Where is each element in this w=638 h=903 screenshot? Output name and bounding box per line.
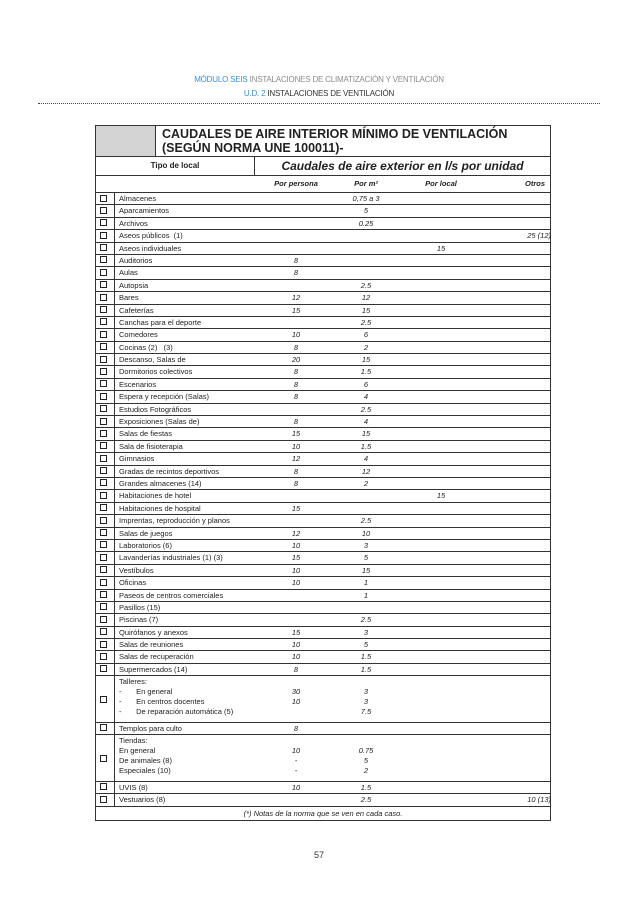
cell-name: Vestíbulos xyxy=(119,565,154,575)
col-otros: Otros xyxy=(524,179,545,188)
row-divider xyxy=(114,723,115,734)
unit-prefix: U.D. 2 xyxy=(243,89,266,98)
table-row xyxy=(96,255,550,267)
cell-m2: 0.25 xyxy=(358,218,374,228)
table-row xyxy=(96,280,550,292)
row-divider xyxy=(114,243,115,254)
row-divider xyxy=(114,218,115,229)
table-row xyxy=(96,354,550,366)
cell-m2: 0.75 5 2 xyxy=(358,746,374,775)
cell-name: Auditorios xyxy=(119,255,153,265)
table-row xyxy=(96,782,550,794)
checkbox-icon[interactable] xyxy=(100,579,107,586)
cell-m2: 2.5 xyxy=(360,615,372,625)
checkbox-icon[interactable] xyxy=(100,418,107,425)
cell-m2: 4 xyxy=(363,392,369,402)
row-divider xyxy=(114,379,115,390)
cell-name: Aseos públicos (1) xyxy=(119,231,183,241)
cell-m2: 2.5 xyxy=(360,404,372,414)
checkbox-icon[interactable] xyxy=(100,331,107,338)
cell-m2: 3 3 7.5 xyxy=(360,687,372,716)
module-header xyxy=(0,75,638,84)
cell-persona: 15 xyxy=(291,429,301,439)
row-divider xyxy=(114,735,115,781)
row-divider xyxy=(114,230,115,241)
unit-title: INSTALACIONES DE VENTILACIÓN xyxy=(267,89,395,98)
cell-name: Imprentas, reproducción y planos xyxy=(119,516,230,526)
col-por-persona: Por persona xyxy=(274,179,318,188)
table-row xyxy=(96,342,550,354)
cell-persona: 8 xyxy=(293,255,299,265)
cell-name: Salas de reuniones xyxy=(119,640,184,650)
cell-persona: 8 xyxy=(293,342,299,352)
checkbox-icon[interactable] xyxy=(100,641,107,648)
cell-persona: 12 xyxy=(291,454,301,464)
table-row xyxy=(96,379,550,391)
module-prefix: MÓDULO SEIS xyxy=(194,75,248,84)
cell-name: Piscinas (7) xyxy=(119,615,159,625)
cell-persona: 30 10 xyxy=(291,687,301,706)
table-row xyxy=(96,735,550,782)
cell-m2: 1.5 xyxy=(360,441,372,451)
checkbox-icon[interactable] xyxy=(100,591,107,598)
table-note: (*) Notas de la norma que se ven en cada caso. xyxy=(243,808,403,818)
cell-m2: 2.5 xyxy=(360,516,372,526)
cell-m2: 1 xyxy=(363,578,369,588)
row-divider xyxy=(114,515,115,526)
row-divider xyxy=(114,193,115,204)
cell-m2: 4 xyxy=(363,417,369,427)
cell-m2: 15 xyxy=(361,305,371,315)
table-title: CAUDALES DE AIRE INTERIOR MÍNIMO DE VENTILACIÓN (SEGÚN NORMA UNE 100011)- xyxy=(162,127,508,155)
cell-name: Oficinas xyxy=(119,578,147,588)
row-divider xyxy=(114,794,115,805)
table-row xyxy=(96,540,550,552)
checkbox-icon[interactable] xyxy=(100,467,107,474)
cell-name: Salas de juegos xyxy=(119,528,173,538)
cell-m2: 3 xyxy=(363,540,369,550)
cell-m2: 15 xyxy=(361,429,371,439)
cell-persona: 15 xyxy=(291,305,301,315)
cell-m2: 2.5 xyxy=(360,280,372,290)
row-divider xyxy=(114,441,115,452)
cell-m2: 12 xyxy=(361,466,371,476)
cell-name: Habitaciones de hotel xyxy=(119,491,192,501)
cell-m2: 1.5 xyxy=(360,664,372,674)
table-row xyxy=(96,218,550,230)
row-divider xyxy=(114,342,115,353)
table-row xyxy=(96,723,550,735)
cell-persona: 8 xyxy=(293,723,299,733)
col-por-m2: Por m² xyxy=(354,179,378,188)
checkbox-icon[interactable] xyxy=(100,442,107,449)
table-row xyxy=(96,602,550,614)
ventilation-table xyxy=(95,125,551,821)
table-row xyxy=(96,466,550,478)
cell-name: Escenarios xyxy=(119,379,157,389)
cell-persona: 8 xyxy=(293,466,299,476)
cell-name: Gimnasios xyxy=(119,454,155,464)
row-divider xyxy=(114,267,115,278)
row-divider xyxy=(114,354,115,365)
cell-name: Pasillos (15) xyxy=(119,602,161,612)
checkbox-icon[interactable] xyxy=(100,343,107,350)
cell-name: Quirófanos y anexos xyxy=(119,627,188,637)
row-divider xyxy=(114,490,115,501)
cell-name: Cocinas (2) (3) xyxy=(119,342,173,352)
checkbox-icon[interactable] xyxy=(100,616,107,623)
row-divider xyxy=(114,305,115,316)
checkbox-icon[interactable] xyxy=(100,207,107,214)
header-divider xyxy=(38,103,600,104)
checkbox-icon[interactable] xyxy=(100,696,107,703)
table-row xyxy=(96,639,550,651)
row-divider xyxy=(114,428,115,439)
cell-name: Canchas para el deporte xyxy=(119,317,202,327)
checkbox-icon[interactable] xyxy=(100,755,107,762)
cell-name: Salas de fiestas xyxy=(119,429,172,439)
cell-name: Talleres: - En general - En centros docentes - De reparación automática (5) xyxy=(119,677,234,716)
cell-name: Aparcamientos xyxy=(119,206,170,216)
cell-m2: 15 xyxy=(361,565,371,575)
row-divider xyxy=(114,280,115,291)
checkbox-icon[interactable] xyxy=(100,796,107,803)
table-row xyxy=(96,552,550,564)
cell-m2: 5 xyxy=(363,553,369,563)
cell-m2: 6 xyxy=(363,330,369,340)
table-title-box xyxy=(96,126,550,157)
cell-local: 15 xyxy=(436,491,446,501)
cell-name: Espera y recepción (Salas) xyxy=(119,392,210,402)
checkbox-icon[interactable] xyxy=(100,281,107,288)
row-divider xyxy=(114,292,115,303)
row-divider xyxy=(114,639,115,650)
checkbox-icon[interactable] xyxy=(100,269,107,276)
table-row xyxy=(96,267,550,279)
checkbox-icon[interactable] xyxy=(100,368,107,375)
checkbox-icon[interactable] xyxy=(100,724,107,731)
cell-name: Cafeterías xyxy=(119,305,154,315)
table-subheader xyxy=(96,157,550,176)
row-divider xyxy=(114,627,115,638)
cell-m2: 1 xyxy=(363,590,369,600)
cell-persona: 8 xyxy=(293,367,299,377)
row-divider xyxy=(114,552,115,563)
row-divider xyxy=(114,528,115,539)
cell-name: Sala de fisioterapia xyxy=(119,441,183,451)
cell-name: Habitaciones de hospital xyxy=(119,503,201,513)
checkbox-icon[interactable] xyxy=(100,566,107,573)
checkbox-icon[interactable] xyxy=(100,318,107,325)
table-row xyxy=(96,651,550,663)
row-divider xyxy=(114,602,115,613)
checkbox-icon[interactable] xyxy=(100,380,107,387)
page-number: 57 xyxy=(313,850,324,860)
row-divider xyxy=(114,478,115,489)
row-divider xyxy=(114,590,115,601)
cell-otros: 10 (13) xyxy=(527,795,551,805)
row-divider xyxy=(114,453,115,464)
table-row xyxy=(96,441,550,453)
table-row xyxy=(96,590,550,602)
checkbox-icon[interactable] xyxy=(100,232,107,239)
cell-m2: 5 xyxy=(363,206,369,216)
cell-name: Almacenes xyxy=(119,194,157,203)
cell-m2: 6 xyxy=(363,379,369,389)
cell-name: Autopsia xyxy=(119,280,149,290)
cell-name: Descanso, Salas de xyxy=(119,355,186,365)
cell-persona: 20 xyxy=(291,355,301,365)
cell-m2: 3 xyxy=(363,627,369,637)
table-row xyxy=(96,490,550,502)
cell-m2: 2 xyxy=(363,478,369,488)
table-row xyxy=(96,329,550,341)
unit-header xyxy=(0,89,638,98)
checkbox-icon[interactable] xyxy=(100,603,107,610)
cell-name: Dormitorios colectivos xyxy=(119,367,193,377)
row-divider xyxy=(114,391,115,402)
checkbox-icon[interactable] xyxy=(100,492,107,499)
table-row xyxy=(96,428,550,440)
cell-persona: 10 xyxy=(291,441,301,451)
cell-persona: 10 xyxy=(291,540,301,550)
table-row xyxy=(96,243,550,255)
cell-name: Templos para culto xyxy=(119,723,182,733)
cell-persona: 8 xyxy=(293,417,299,427)
checkbox-icon[interactable] xyxy=(100,393,107,400)
cell-m2: 5 xyxy=(363,640,369,650)
row-divider xyxy=(114,404,115,415)
checkbox-icon[interactable] xyxy=(100,405,107,412)
checkbox-icon[interactable] xyxy=(100,430,107,437)
cell-name: Estudios Fotográficos xyxy=(119,404,192,414)
cell-name: Aulas xyxy=(119,268,138,278)
table-row xyxy=(96,577,550,589)
cell-name: Supermercados (14) xyxy=(119,664,188,674)
cell-m2: 1.5 xyxy=(360,652,372,662)
table-row xyxy=(96,503,550,515)
cell-persona: 10 xyxy=(291,640,301,650)
cell-persona: 10 xyxy=(291,782,301,792)
row-divider xyxy=(114,614,115,625)
table-row xyxy=(96,478,550,490)
row-divider xyxy=(114,317,115,328)
row-divider xyxy=(114,255,115,266)
table-row xyxy=(96,391,550,403)
row-divider xyxy=(114,782,115,793)
cell-m2: 0,75 a 3 xyxy=(352,194,380,203)
cell-name: Tiendas: En general De animales (8) Especiales (10) xyxy=(119,736,172,775)
cell-persona: 10 xyxy=(291,652,301,662)
row-divider xyxy=(114,651,115,662)
cell-m2: 2.5 xyxy=(360,317,372,327)
table-row xyxy=(96,292,550,304)
cell-persona: 8 xyxy=(293,664,299,674)
cell-persona: 15 xyxy=(291,553,301,563)
row-divider xyxy=(114,416,115,427)
checkbox-icon[interactable] xyxy=(100,628,107,635)
row-divider xyxy=(114,676,115,722)
table-row xyxy=(96,528,550,540)
cell-m2: 12 xyxy=(361,293,371,303)
checkbox-icon[interactable] xyxy=(100,504,107,511)
cell-m2: 10 xyxy=(361,528,371,538)
cell-name: Lavanderías industriales (1) (3) xyxy=(119,553,223,563)
table-row xyxy=(96,230,550,242)
row-divider xyxy=(114,565,115,576)
cell-persona: 12 xyxy=(291,528,301,538)
checkbox-icon[interactable] xyxy=(100,479,107,486)
cell-persona: 8 xyxy=(293,379,299,389)
table-body xyxy=(96,193,550,807)
table-row xyxy=(96,565,550,577)
table-row xyxy=(96,515,550,527)
cell-persona: 8 xyxy=(293,392,299,402)
checkbox-icon[interactable] xyxy=(100,306,107,313)
checkbox-icon[interactable] xyxy=(100,256,107,263)
table-row xyxy=(96,614,550,626)
checkbox-icon[interactable] xyxy=(100,541,107,548)
checkbox-icon[interactable] xyxy=(100,356,107,363)
cell-persona: 15 xyxy=(291,627,301,637)
checkbox-icon[interactable] xyxy=(100,294,107,301)
cell-m2: 15 xyxy=(361,355,371,365)
cell-name: Vestuarios (8) xyxy=(119,795,166,805)
cell-persona: 10 - - xyxy=(291,746,301,775)
checkbox-icon[interactable] xyxy=(100,517,107,524)
checkbox-icon[interactable] xyxy=(100,653,107,660)
checkbox-icon[interactable] xyxy=(100,219,107,226)
cell-name: Aseos individuales xyxy=(119,243,182,253)
col-por-local: Por local xyxy=(425,179,457,188)
cell-persona: 12 xyxy=(291,293,301,303)
cell-persona: 8 xyxy=(293,478,299,488)
row-divider xyxy=(114,329,115,340)
checkbox-icon[interactable] xyxy=(100,554,107,561)
cell-name: Comedores xyxy=(119,330,158,340)
row-divider xyxy=(114,577,115,588)
module-title: INSTALACIONES DE CLIMATIZACIÓN Y VENTILACIÓN xyxy=(249,75,444,84)
table-row xyxy=(96,404,550,416)
cell-m2: 2.5 xyxy=(360,795,372,805)
cell-local: 15 xyxy=(436,243,446,253)
cell-m2: 4 xyxy=(363,454,369,464)
cell-name: Grandes almacenes (14) xyxy=(119,478,202,488)
cell-name: Laboratorios (6) xyxy=(119,540,172,550)
cell-name: Paseos de centros comerciales xyxy=(119,590,224,600)
cell-persona: 10 xyxy=(291,330,301,340)
row-divider xyxy=(114,540,115,551)
table-row xyxy=(96,366,550,378)
cell-persona: 10 xyxy=(291,565,301,575)
row-divider xyxy=(114,664,115,675)
cell-otros: 25 (12) xyxy=(527,231,551,241)
table-row xyxy=(96,305,550,317)
cell-m2: 1.5 xyxy=(360,367,372,377)
checkbox-icon[interactable] xyxy=(100,195,107,202)
table-row xyxy=(96,317,550,329)
cell-m2: 2 xyxy=(363,342,369,352)
table-row xyxy=(96,416,550,428)
title-gray-box xyxy=(96,126,156,156)
cell-persona: 15 xyxy=(291,503,301,513)
checkbox-icon[interactable] xyxy=(100,244,107,251)
checkbox-icon[interactable] xyxy=(100,783,107,790)
caudales-header: Caudales de aire exterior en l/s por unidad xyxy=(281,159,524,173)
row-divider xyxy=(114,466,115,477)
checkbox-icon[interactable] xyxy=(100,665,107,672)
table-row xyxy=(96,193,550,205)
table-row xyxy=(96,627,550,639)
cell-name: UVIS (8) xyxy=(119,782,148,792)
row-divider xyxy=(114,503,115,514)
cell-name: Bares xyxy=(119,293,139,303)
cell-name: Gradas de recintos deportivos xyxy=(119,466,220,476)
cell-persona: 10 xyxy=(291,578,301,588)
row-divider xyxy=(114,366,115,377)
checkbox-icon[interactable] xyxy=(100,529,107,536)
table-row xyxy=(96,676,550,723)
cell-name: Archivos xyxy=(119,218,148,228)
cell-name: Salas de recuperación xyxy=(119,652,194,662)
column-headers xyxy=(96,176,550,193)
cell-name: Exposiciones (Salas de) xyxy=(119,417,200,427)
checkbox-icon[interactable] xyxy=(100,455,107,462)
cell-persona: 8 xyxy=(293,268,299,278)
table-row xyxy=(96,794,550,806)
cell-m2: 1.5 xyxy=(360,782,372,792)
table-row xyxy=(96,205,550,217)
table-row xyxy=(96,664,550,676)
row-divider xyxy=(114,205,115,216)
tipo-local-header: Tipo de local xyxy=(96,157,255,175)
table-row xyxy=(96,453,550,465)
